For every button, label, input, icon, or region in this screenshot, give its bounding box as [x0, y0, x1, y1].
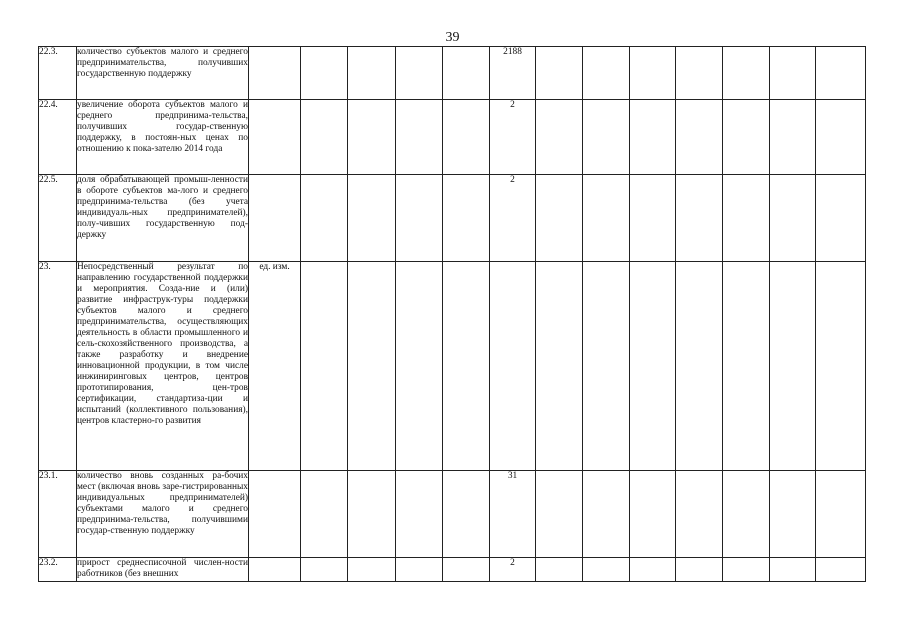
row-unit [249, 175, 301, 262]
table-row [39, 47, 866, 100]
row-description: увеличение оборота субъектов малого и среднего предпринима-тельства, получивших государ-ственную поддержку, в постоян-ных ценах по отношению к пока-зателю 2014 года [77, 100, 249, 175]
row-number: 22.4. [39, 100, 77, 175]
row-unit [249, 47, 301, 100]
row-value: 2 [490, 175, 536, 262]
row-unit: ед. изм. [249, 262, 301, 471]
row-unit [249, 100, 301, 175]
row-description: количество вновь созданных ра-бочих мест (включая вновь заре-гистрированных индивидуальных предпринимателей) субъектами малого и среднего предпринима-тельства, получившими государ-ственную поддержку [77, 471, 249, 558]
table-row [39, 558, 866, 582]
table-row [39, 175, 866, 262]
table-row [39, 100, 866, 175]
row-value: 2 [490, 558, 536, 582]
indicators-table [38, 46, 866, 582]
row-number: 22.3. [39, 47, 77, 100]
row-number: 23.2. [39, 558, 77, 582]
row-value: 2 [490, 100, 536, 175]
row-description: Непосредственный результат по направлению государственной поддержки и мероприятия. Созда-ние и (или) развитие инфраструк-туры поддержки субъектов малого и среднего предпринимательства, осуществляющих деятельность в области промышленного и сель-скохозяйственного производства, а также разработку и внедрение инновационной продукции, в том числе инжиниринговых центров, центров прототипирования, цен-тров сертификации, стандартиза-ции и испытаний (коллективного пользования), центров кластерно-го развития [77, 262, 249, 471]
row-value: 31 [490, 471, 536, 558]
row-value: 2188 [490, 47, 536, 100]
table-row [39, 262, 866, 471]
table-row [39, 471, 866, 558]
row-unit [249, 471, 301, 558]
row-description: количество субъектов малого и среднего предпринимательства, получивших государственную поддержку [77, 47, 249, 100]
row-number: 23.1. [39, 471, 77, 558]
row-description: доля обрабатывающей промыш-ленности в обороте субъектов ма-лого и среднего предпринима-тельства (без учета индивидуаль-ных предпринимателей), полу-чивших государственную под-держку [77, 175, 249, 262]
row-description: прирост среднесписочной числен-ности работников (без внешних [77, 558, 249, 582]
row-unit [249, 558, 301, 582]
page-number: 39 [445, 30, 460, 45]
row-value [490, 262, 536, 471]
row-number: 23. [39, 262, 77, 471]
row-number: 22.5. [39, 175, 77, 262]
